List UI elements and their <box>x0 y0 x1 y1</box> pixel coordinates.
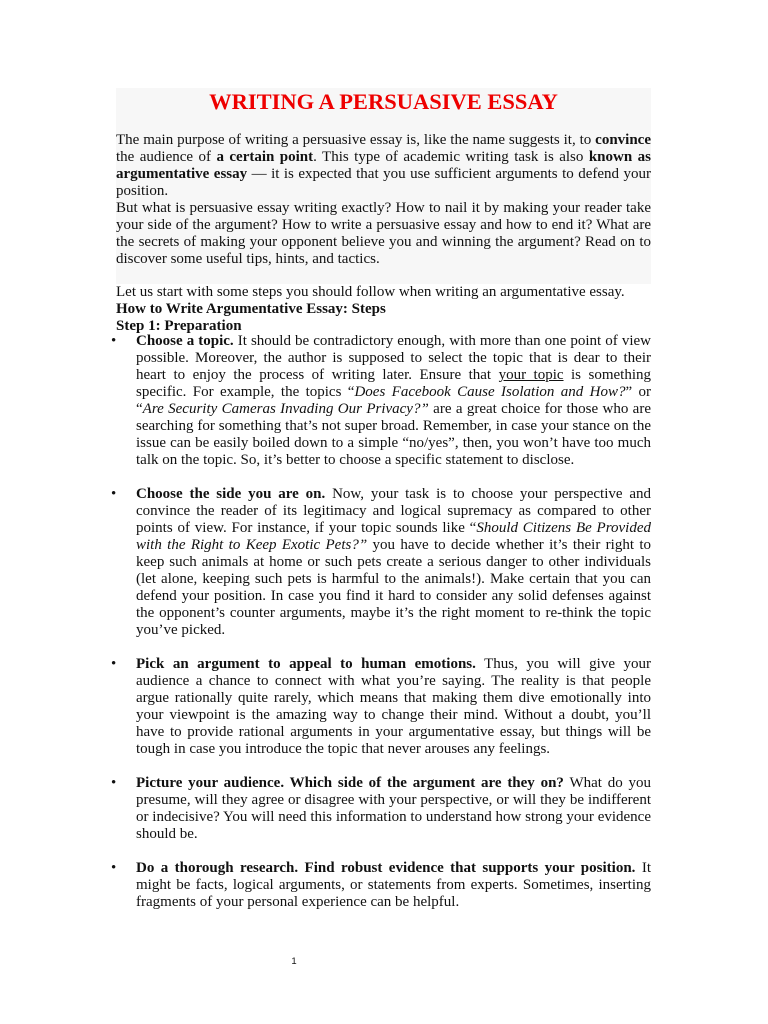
intro-paragraph-1: The main purpose of writing a persuasive essay is, like the name suggests it, to convince the audience of a certain point. This type of academic writing task is also known as argumentative essay — it is expected that you use sufficient arguments to defend your position. <box>116 132 651 199</box>
step1-list <box>116 333 651 911</box>
list-item: • Choose the side you are on. Now, your task is to choose your perspective and convince the reader of its legitimacy and logical supremacy as compared to other points of view. For instance, if your topic sounds like “Should Citizens Be Provided with the Right to Keep Exotic Pets?” you have to decide whether it’s their right to keep such animals at home or such pets create a serious danger to other individuals (let alone, keeping such pets is harmful to the animals!). Make certain that you can defend your position. In case you find it hard to consider any solid defenses against the opponent’s counter arguments, maybe it’s the right moment to re-think the topic you’ve picked. <box>116 486 651 639</box>
intro-paragraph-2: But what is persuasive essay writing exactly? How to nail it by making your reader take your side of the argument? How to write a persuasive essay and how to end it? What are the secrets of making your opponent believe you and winning the argument? Read on to discover some useful tips, hints, and tactics. <box>116 200 651 267</box>
list-item: • Picture your audience. Which side of the argument are they on? What do you presume, will they agree or disagree with your perspective, or will they be indifferent or indecisive? You will need this information to understand how strong your evidence should be. <box>116 775 651 843</box>
page-number: 1 <box>291 956 297 967</box>
list-item: • Do a thorough research. Find robust evidence that supports your position. It might be facts, logical arguments, or statements from experts. Sometimes, inserting fragments of your personal experience can be helpful. <box>116 860 651 911</box>
intro-section <box>116 132 651 268</box>
steps-section <box>116 284 651 335</box>
your-topic-link[interactable]: your topic <box>498 367 564 383</box>
list-item: • Pick an argument to appeal to human emotions. Thus, you will give your audience a chance to connect with what you’re saying. The reality is that people argue rationally quite rarely, which means that making them dive emotionally into your viewpoint is the amazing way to change their mind. Without a doubt, you’ll have to provide rational arguments in your argumentative essay, but things will be tough in case you introduce the topic that never arouses any feelings. <box>116 656 651 758</box>
steps-intro: Let us start with some steps you should follow when writing an argumentative essay. <box>116 284 625 300</box>
list-item: • Choose a topic. It should be contradictory enough, with more than one point of view possible. Moreover, the author is supposed to select the topic that is dear to their heart to enjoy the process of writing later. Ensure that your topic is something specific. For example, the topics “Does Facebook Cause Isolation and How?” or “Are Security Cameras Invading Our Privacy?” are a great choice for those who are searching for something that’s not super broad. Remember, in case your stance on the issue can be easily boiled down to a simple “no/yes”, then, you won’t have too much talk on the topic. So, it’s better to choose a specific statement to disclose. <box>116 333 651 469</box>
document-title: WRITING A PERSUASIVE ESSAY <box>209 89 558 114</box>
step1-heading: Step 1: Preparation <box>116 318 242 334</box>
steps-heading: How to Write Argumentative Essay: Steps <box>116 301 386 317</box>
